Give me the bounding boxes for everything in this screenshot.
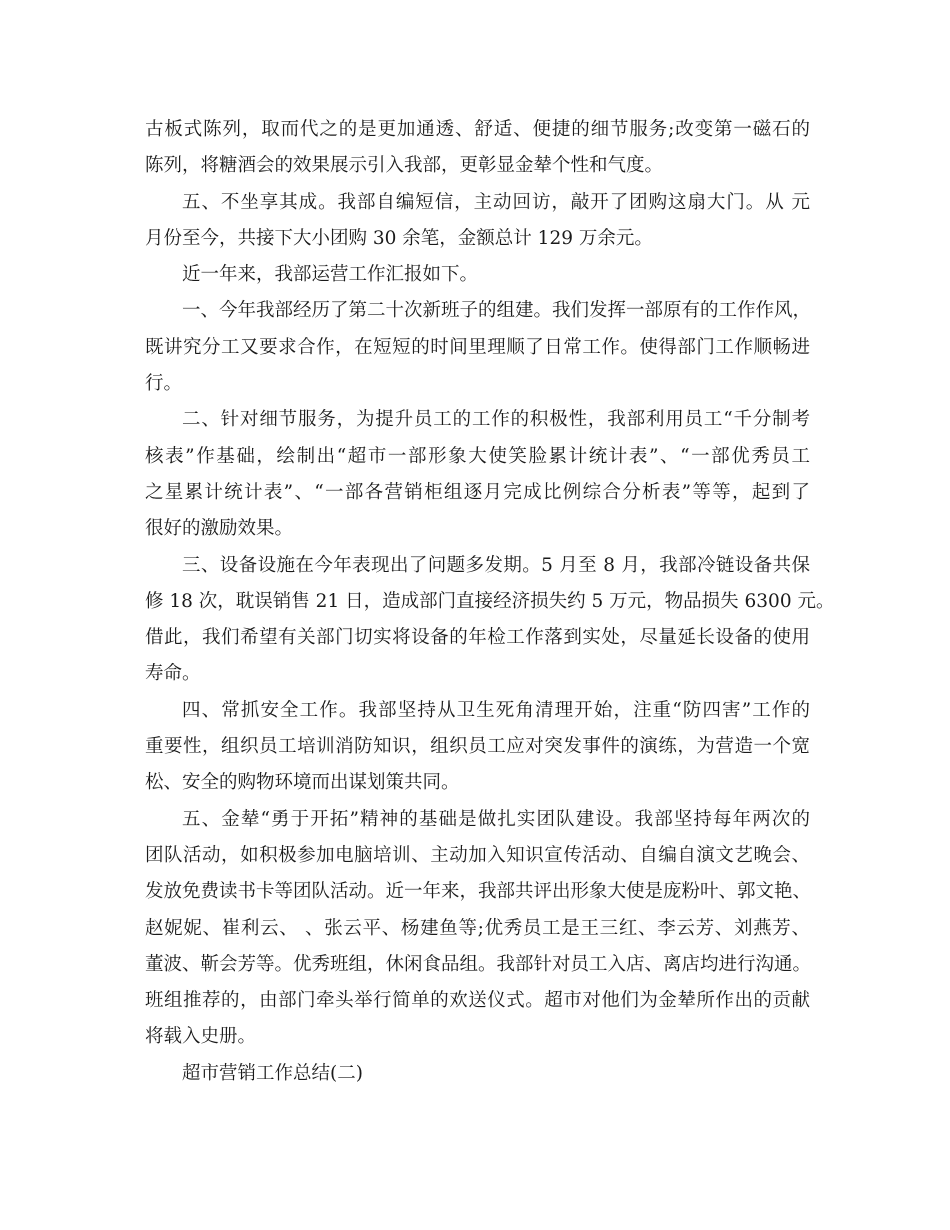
paragraph-item-2	[145, 402, 810, 547]
text-line: 二、针对细节服务，为提升员工的工作的积极性，我部利用员工“千分制考	[182, 409, 810, 431]
text-line: 很好的激励效果。	[145, 518, 294, 540]
text-line: 古板式陈列，取而代之的是更加通透、舒适、便捷的细节服务;改变第一磁石的	[145, 119, 810, 140]
text-line: 将载入史册。	[145, 1026, 257, 1048]
text-line: 重要性，组织员工培训消防知识，组织员工应对突发事件的演练，为营造一个宽	[145, 736, 810, 758]
text-line: 近一年来，我部运营工作汇报如下。	[182, 264, 479, 286]
paragraph-item-1	[145, 293, 810, 402]
text-line: 核表”作基础，绘制出“超市一部形象大使笑脸累计统计表”、“一部优秀员工	[145, 445, 810, 467]
paragraph-item-4	[145, 693, 810, 802]
text-line: 一、今年我部经历了第二十次新班子的组建。我们发挥一部原有的工作作风，	[182, 300, 812, 322]
text-line: 三、设备设施在今年表现出了问题多发期。5 月至 8 月，我部冷链设备共保	[182, 554, 810, 576]
text-line: 陈列，将糖酒会的效果展示引入我部，更彰显金辇个性和气度。	[145, 155, 664, 177]
text-line: 四、常抓安全工作。我部坚持从卫生死角清理开始，注重“防四害”工作的	[182, 699, 810, 721]
paragraph-item-5	[145, 802, 810, 1056]
text-line: 月份至今，共接下大小团购 30 余笔，金额总计 129 万余元。	[145, 227, 653, 249]
document-body	[145, 112, 835, 1092]
paragraph-report-intro	[145, 257, 810, 293]
text-line: 之星累计统计表”、“一部各营销柜组逐月完成比例综合分析表”等等，起到了	[145, 481, 810, 503]
text-line: 既讲究分工又要求合作，在短短的时间里理顺了日常工作。使得部门工作顺畅进	[145, 336, 810, 358]
paragraph-item-3	[145, 548, 835, 693]
text-line: 寿命。	[145, 663, 201, 685]
paragraph-group-buying	[145, 185, 810, 258]
text-line: 赵妮妮、崔利云、 、张云平、杨建鱼等;优秀员工是王三红、李云芳、刘燕芳、	[145, 917, 810, 939]
text-line: 行。	[145, 373, 183, 395]
text-line: 发放免费读书卡等团队活动。近一年来，我部共评出形象大使是庞粉叶、郭文艳、	[145, 881, 812, 903]
text-line: 五、金辇“勇于开拓”精神的基础是做扎实团队建设。我部坚持每年两次的	[182, 808, 810, 830]
text-line: 借此，我们希望有关部门切实将设备的年检工作落到实处，尽量延长设备的使用	[145, 627, 810, 649]
paragraph-continued	[145, 112, 810, 185]
text-line: 团队活动，如积极参加电脑培训、主动加入知识宣传活动、自编自演文艺晚会、	[145, 844, 810, 866]
text-line: 班组推荐的，由部门牵头举行简单的欢送仪式。超市对他们为金辇所作出的贡献	[145, 990, 810, 1012]
text-line: 松、安全的购物环境而出谋划策共同。	[145, 772, 460, 794]
text-line: 五、不坐享其成。我部自编短信，主动回访，敲开了团购这扇大门。从 元	[182, 191, 810, 213]
text-line: 超市营销工作总结(二)	[182, 1062, 363, 1084]
text-line: 修 18 次，耽误销售 21 日，造成部门直接经济损失约 5 万元，物品损失 6300 元。	[145, 590, 835, 612]
text-line: 董波、靳会芳等。优秀班组，休闲食品组。我部针对员工入店、离店均进行沟通。	[145, 953, 812, 975]
section-heading	[145, 1056, 810, 1092]
